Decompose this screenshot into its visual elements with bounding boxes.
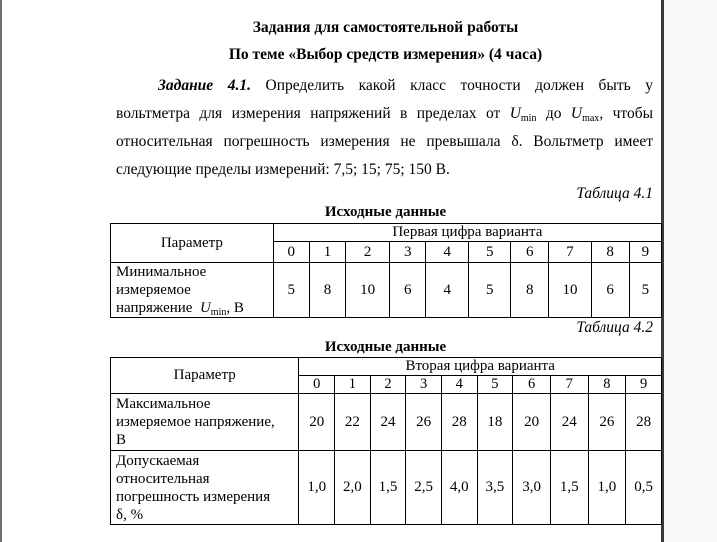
table2-value: 1,0: [588, 451, 626, 525]
table1-value: 5: [469, 263, 511, 318]
table1-value: 6: [591, 263, 629, 318]
table2-value: 3,5: [477, 451, 513, 525]
page-subtitle: По теме «Выбор средств измерения» (4 часа): [228, 46, 543, 63]
table2-value: 3,0: [513, 451, 551, 525]
table1-digit: 2: [346, 242, 390, 263]
table2-value: 24: [550, 394, 588, 451]
table2-row-label: Максимальное измеряемое напряжение, В: [111, 394, 299, 451]
table1-digit: 6: [511, 242, 549, 263]
page-left-edge: [0, 0, 2, 542]
table2-heading: Исходные данные: [324, 339, 447, 355]
table2-digit: 0: [299, 376, 335, 394]
table2-row-max-voltage: [111, 394, 662, 451]
table2-digit: 9: [626, 376, 662, 394]
table1-digit: 8: [591, 242, 629, 263]
table2-caption: Таблица 4.2: [576, 319, 653, 336]
table2-row-error: [111, 451, 662, 525]
table1-value: 8: [511, 263, 549, 318]
task-line-3: относительная погрешность измерения не превышала δ. Вольтметр имеет: [116, 133, 653, 150]
table-second-digit: [110, 357, 662, 525]
task-paragraph: [116, 72, 653, 184]
table2-value: 26: [588, 394, 626, 451]
table2-param-header: Параметр: [111, 358, 299, 394]
table2-group-header: Вторая цифра варианта: [299, 358, 662, 376]
table1-value: 4: [426, 263, 469, 318]
table1-value: 10: [346, 263, 390, 318]
table1-digit: 5: [469, 242, 511, 263]
table2-value: 26: [406, 394, 442, 451]
table1-row-label: Минимальное измеряемое напряжение $U_{min}$, В: [111, 263, 274, 318]
table1-group-header: Первая цифра варианта: [273, 224, 661, 242]
table1-value: 5: [273, 263, 309, 318]
table2-row-label: Допускаемая относительная погрешность измерения δ, %: [111, 451, 299, 525]
table1-caption: Таблица 4.1: [576, 185, 653, 202]
table2-value: 28: [626, 394, 662, 451]
table2-digit: 8: [588, 376, 626, 394]
table2-digit: 4: [441, 376, 477, 394]
table2-value: 24: [370, 394, 406, 451]
table1-row-min-voltage: [111, 263, 662, 318]
table-first-digit: [110, 223, 662, 318]
table1-digit: 9: [629, 242, 661, 263]
table1-value: 6: [390, 263, 426, 318]
table2-value: 4,0: [441, 451, 477, 525]
table2-digit: 2: [370, 376, 406, 394]
task-line-4: следующие пределы измерений: 7,5; 15; 75; 150 В.: [116, 161, 450, 178]
table1-heading: Исходные данные: [324, 204, 447, 220]
table1-param-header: Параметр: [111, 224, 274, 263]
table2-value: 1,0: [299, 451, 335, 525]
window-gutter: [664, 0, 717, 542]
task-line-2: вольтметра для измерения напряжений в пределах от $U_{min}$ до $U_{max}$, чтобы: [116, 105, 653, 124]
task-label: Задание 4.1.: [158, 77, 251, 94]
page-title: Задания для самостоятельной работы: [252, 19, 519, 36]
table2-value: 2,0: [335, 451, 371, 525]
table2-value: 0,5: [626, 451, 662, 525]
table2-digit: 5: [477, 376, 513, 394]
table1-digit: 3: [390, 242, 426, 263]
table2-value: 18: [477, 394, 513, 451]
table2-digit: 3: [406, 376, 442, 394]
table1-value: 8: [309, 263, 345, 318]
table1-digit: 7: [549, 242, 591, 263]
table2-digit: 7: [550, 376, 588, 394]
table2-value: 22: [335, 394, 371, 451]
table1-value: 10: [549, 263, 591, 318]
table2-value: 2,5: [406, 451, 442, 525]
table1-digit: 0: [273, 242, 309, 263]
table2-digit: 6: [513, 376, 551, 394]
table2-value: 20: [513, 394, 551, 451]
table1-digit: 1: [309, 242, 345, 263]
table2-value: 20: [299, 394, 335, 451]
task-line-1: Задание 4.1. Определить какой класс точности должен быть у: [158, 77, 653, 94]
table1-digit: 4: [426, 242, 469, 263]
table1-value: 5: [629, 263, 661, 318]
table2-value: 28: [441, 394, 477, 451]
table2-value: 1,5: [550, 451, 588, 525]
table2-value: 1,5: [370, 451, 406, 525]
table2-digit: 1: [335, 376, 371, 394]
